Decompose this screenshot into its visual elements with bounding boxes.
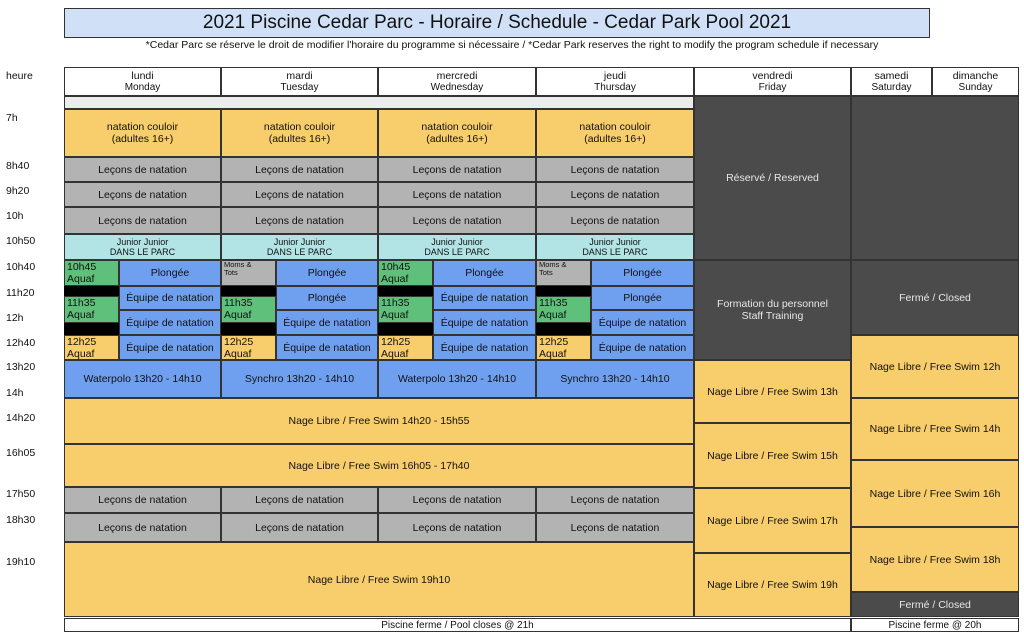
swim-lessons-block-text-1: Leçons de natation — [255, 188, 344, 201]
free-swim-17h-block — [694, 488, 851, 553]
diving-block — [433, 260, 536, 286]
swim-team-block-text-1: Équipe de natation — [440, 341, 529, 354]
swim-lessons-block — [221, 157, 378, 182]
swim-lessons-block — [64, 182, 221, 207]
swim-lessons-block-text-1: Leçons de natation — [570, 188, 660, 201]
weekend-closed-block — [851, 260, 1019, 335]
aquafit-1135-block-text-1: 11h35 — [224, 297, 253, 309]
staff-training-block — [694, 260, 851, 360]
diving-block — [119, 260, 221, 286]
diving-block — [276, 286, 378, 310]
aquafit-1225-block-text-1: 12h25 — [67, 336, 97, 348]
hour-label: 7h — [6, 112, 18, 124]
day-name-fr: jeudi — [603, 69, 627, 82]
closed-gap — [378, 323, 433, 335]
junior-block — [64, 234, 221, 260]
weekend-free-swim-16h-block-text-1: Nage Libre / Free Swim 16h — [869, 487, 1001, 500]
swim-lessons-block-text-1: Leçons de natation — [98, 163, 187, 176]
swim-lessons-block — [64, 157, 221, 182]
lap-swim-block — [378, 109, 536, 157]
junior-block-text-1: Junior Junior — [273, 237, 326, 247]
free-swim-19h-block — [694, 553, 851, 617]
swim-lessons-block — [221, 207, 378, 234]
moms-tots-block — [536, 260, 591, 286]
swim-team-block — [276, 335, 378, 360]
swim-lessons-block — [536, 207, 694, 234]
swim-team-block — [119, 335, 221, 360]
hour-header: heure — [6, 70, 33, 82]
aquafit-1135-block — [536, 296, 591, 323]
day-name-fr: samedi — [874, 69, 909, 82]
closed-gap — [536, 286, 591, 296]
reserved-block-text-1: Réservé / Reserved — [726, 172, 819, 184]
day-name-fr: mercredi — [436, 69, 478, 82]
staff-training-block-text-1: Formation du personnel — [717, 298, 828, 310]
closed-gap — [536, 323, 591, 335]
aquafit-1135-block — [64, 296, 119, 323]
day-name-fr: dimanche — [952, 69, 999, 82]
aquafit-1045-block-text-1: 10h45 — [67, 261, 97, 273]
aquafit-1225-block-text-1: 12h25 — [381, 336, 411, 348]
day-name-fr: vendredi — [752, 69, 793, 82]
hour-label: 10h40 — [6, 261, 36, 273]
swim-team-block — [276, 310, 378, 335]
free-swim-1420-block — [64, 398, 694, 444]
junior-block-text-2: DANS LE PARC — [266, 247, 333, 257]
swim-lessons-block-text-1: Leçons de natation — [98, 188, 187, 201]
hour-label: 12h40 — [6, 337, 36, 349]
hour-label: 10h — [6, 210, 24, 222]
free-swim-15h-block — [694, 423, 851, 488]
weekend-free-swim-18h-block — [851, 527, 1019, 592]
moms-tots-block-text-2: Tots — [224, 268, 238, 277]
hour-label: 10h50 — [6, 235, 36, 247]
swim-lessons-block-text-1: Leçons de natation — [255, 214, 344, 227]
diving-block — [276, 260, 378, 286]
swim-lessons-block-text-1: Leçons de natation — [98, 521, 187, 534]
free-swim-17h-block-text-1: Nage Libre / Free Swim 17h — [707, 514, 838, 527]
hour-label: 14h20 — [6, 412, 36, 424]
swim-lessons-block — [64, 513, 221, 542]
swim-lessons-block-text-1: Leçons de natation — [412, 521, 502, 534]
swim-lessons-block — [221, 487, 378, 513]
lap-swim-block-text-1: natation couloir — [106, 121, 179, 133]
closed-gap — [64, 323, 119, 335]
lap-swim-block-text-2: (adultes 16+) — [111, 133, 174, 145]
swim-lessons-block-text-1: Leçons de natation — [570, 521, 660, 534]
swim-team-block-text-1: Équipe de natation — [283, 316, 371, 329]
free-swim-1910-block — [64, 542, 694, 617]
lap-swim-block-text-2: (adultes 16+) — [268, 133, 331, 145]
day-name-en: Sunday — [958, 81, 993, 93]
aquafit-1135-block-text-1: 11h35 — [381, 297, 410, 309]
free-swim-15h-block-text-1: Nage Libre / Free Swim 15h — [707, 449, 838, 462]
swim-lessons-block — [378, 157, 536, 182]
aquafit-1045-block-text-1: 10h45 — [381, 261, 411, 273]
hour-label: 17h50 — [6, 488, 36, 500]
diving-block-text-1: Plongée — [465, 267, 504, 279]
free-swim-1910-block-text-1: Nage Libre / Free Swim 19h10 — [307, 573, 451, 586]
free-swim-13h-block-text-1: Nage Libre / Free Swim 13h — [707, 385, 838, 398]
reserved-block — [694, 96, 851, 260]
aquafit-1045-block-text-2: Aquaf — [381, 273, 409, 285]
day-header-sunday — [932, 67, 1019, 96]
swim-lessons-block — [536, 487, 694, 513]
closed-gap — [221, 323, 276, 335]
junior-block-text-1: Junior Junior — [116, 237, 169, 247]
moms-tots-block-text-1: Moms & — [539, 260, 567, 269]
aquafit-1135-block — [221, 296, 276, 323]
day-header-thursday — [536, 67, 694, 96]
waterpolo-block-text-1: Waterpolo 13h20 - 14h10 — [83, 373, 202, 385]
weekend-dark-block — [851, 96, 1019, 260]
aquafit-1045-block-text-2: Aquaf — [67, 273, 95, 285]
weekend-free-swim-12h-block — [851, 335, 1019, 398]
moms-tots-block — [221, 260, 276, 286]
weekend-free-swim-12h-block-text-1: Nage Libre / Free Swim 12h — [869, 360, 1001, 373]
junior-block-text-2: DANS LE PARC — [424, 247, 490, 257]
closed-gap — [378, 286, 433, 296]
lap-swim-block — [536, 109, 694, 157]
day-name-fr: lundi — [131, 69, 154, 82]
swim-lessons-block-text-1: Leçons de natation — [570, 214, 660, 227]
synchro-block-text-1: Synchro 13h20 - 14h10 — [244, 373, 355, 385]
diving-block-text-1: Plongée — [623, 292, 662, 304]
synchro-block — [221, 360, 378, 398]
lap-swim-block-text-1: natation couloir — [263, 121, 336, 133]
footer-weekend-closing: Piscine ferme @ 20h — [851, 618, 1019, 632]
day-name-en: Monday — [124, 81, 161, 93]
aquafit-1135-block-text-1: 11h35 — [67, 297, 96, 309]
swim-lessons-block-text-1: Leçons de natation — [98, 214, 187, 227]
closed-gap — [64, 286, 119, 296]
junior-block-text-1: Junior Junior — [431, 237, 483, 247]
swim-team-block — [119, 310, 221, 335]
swim-lessons-block-text-1: Leçons de natation — [570, 163, 660, 176]
staff-training-block-text-2: Staff Training — [741, 310, 804, 322]
diving-block-text-1: Plongée — [307, 267, 347, 279]
swim-lessons-block-text-1: Leçons de natation — [412, 163, 502, 176]
diving-block-text-1: Plongée — [307, 292, 347, 304]
hour-label: 8h40 — [6, 160, 30, 172]
swim-lessons-block-text-1: Leçons de natation — [412, 188, 502, 201]
aquafit-1225-block — [378, 335, 433, 360]
lap-swim-block-text-1: natation couloir — [579, 121, 651, 133]
swim-team-block-text-1: Équipe de natation — [440, 292, 529, 304]
swim-lessons-block — [378, 207, 536, 234]
day-name-en: Saturday — [871, 81, 912, 93]
day-name-en: Friday — [758, 81, 787, 93]
junior-block-text-2: DANS LE PARC — [582, 247, 648, 257]
swim-lessons-block — [64, 487, 221, 513]
synchro-block — [536, 360, 694, 398]
swim-lessons-block — [221, 182, 378, 207]
swim-lessons-block-text-1: Leçons de natation — [255, 163, 344, 176]
swim-lessons-block — [536, 157, 694, 182]
weekend-free-swim-14h-block — [851, 398, 1019, 460]
junior-block-text-2: DANS LE PARC — [109, 247, 176, 257]
spacer-row — [64, 96, 694, 109]
swim-lessons-block — [536, 182, 694, 207]
footer-weekday-closing: Piscine ferme / Pool closes @ 21h — [64, 618, 851, 632]
junior-block — [536, 234, 694, 260]
swim-team-block-text-1: Équipe de natation — [126, 316, 214, 329]
weekend-free-swim-16h-block — [851, 460, 1019, 527]
free-swim-1605-block-text-1: Nage Libre / Free Swim 16h05 - 17h40 — [288, 459, 470, 472]
diving-block-text-1: Plongée — [623, 267, 662, 279]
aquafit-1135-block — [378, 296, 433, 323]
aquafit-1225-block-text-2: Aquaf — [67, 348, 95, 360]
schedule-title: 2021 Piscine Cedar Parc - Horaire / Schedule - Cedar Park Pool 2021 — [64, 8, 930, 38]
diving-block — [591, 260, 694, 286]
swim-lessons-block — [221, 513, 378, 542]
diving-block-text-1: Plongée — [150, 267, 190, 279]
swim-team-block-text-1: Équipe de natation — [440, 316, 529, 329]
swim-team-block — [433, 310, 536, 335]
swim-team-block — [591, 310, 694, 335]
diving-block — [591, 286, 694, 310]
day-header-wednesday — [378, 67, 536, 96]
aquafit-1225-block — [536, 335, 591, 360]
swim-lessons-block-text-1: Leçons de natation — [412, 494, 502, 506]
waterpolo-block-text-1: Waterpolo 13h20 - 14h10 — [397, 373, 517, 385]
free-swim-1420-block-text-1: Nage Libre / Free Swim 14h20 - 15h55 — [288, 415, 470, 427]
aquafit-1225-block-text-2: Aquaf — [539, 348, 567, 360]
swim-lessons-block — [378, 487, 536, 513]
lap-swim-block — [64, 109, 221, 157]
aquafit-1225-block-text-2: Aquaf — [224, 348, 252, 360]
swim-team-block-text-1: Équipe de natation — [126, 341, 214, 354]
swim-lessons-block — [536, 513, 694, 542]
lap-swim-block — [221, 109, 378, 157]
junior-block — [378, 234, 536, 260]
hour-label: 14h — [6, 387, 24, 399]
weekend-closed-block-text-1: Fermé / Closed — [899, 291, 971, 304]
free-swim-19h-block-text-1: Nage Libre / Free Swim 19h — [707, 579, 838, 591]
day-header-monday — [64, 67, 221, 96]
weekend-closed-evening-block-text-1: Fermé / Closed — [899, 598, 971, 611]
day-name-fr: mardi — [286, 69, 313, 82]
aquafit-1225-block-text-1: 12h25 — [224, 336, 254, 348]
swim-team-block-text-1: Équipe de natation — [126, 292, 214, 304]
day-header-friday — [694, 67, 851, 96]
swim-team-block — [433, 335, 536, 360]
swim-lessons-block — [64, 207, 221, 234]
lap-swim-block-text-2: (adultes 16+) — [584, 133, 646, 145]
hour-label: 16h05 — [6, 447, 36, 459]
hour-label: 11h20 — [6, 287, 35, 299]
hour-label: 18h30 — [6, 514, 36, 526]
swim-team-block — [119, 286, 221, 310]
moms-tots-block-text-1: Moms & — [224, 260, 252, 269]
weekend-free-swim-14h-block-text-1: Nage Libre / Free Swim 14h — [869, 423, 1001, 435]
synchro-block-text-1: Synchro 13h20 - 14h10 — [560, 373, 670, 385]
lap-swim-block-text-1: natation couloir — [421, 121, 493, 133]
schedule-note: *Cedar Parc se réserve le droit de modifier l'horaire du programme si nécessaire / *Cedar Park reserves the right to modify the program schedule if necessary — [145, 39, 879, 51]
aquafit-1135-block-text-2: Aquaf — [224, 309, 252, 321]
aquafit-1225-block-text-1: 12h25 — [539, 336, 569, 348]
swim-lessons-block-text-1: Leçons de natation — [255, 494, 344, 506]
waterpolo-block — [378, 360, 536, 398]
day-name-en: Wednesday — [430, 81, 484, 93]
swim-lessons-block-text-1: Leçons de natation — [570, 494, 660, 506]
swim-team-block-text-1: Équipe de natation — [598, 316, 687, 329]
swim-lessons-block — [378, 513, 536, 542]
free-swim-1605-block — [64, 444, 694, 487]
swim-team-block — [433, 286, 536, 310]
swim-team-block — [591, 335, 694, 360]
swim-lessons-block-text-1: Leçons de natation — [412, 214, 502, 227]
weekend-closed-evening-block — [851, 592, 1019, 617]
moms-tots-block-text-2: Tots — [539, 268, 553, 277]
swim-team-block-text-1: Équipe de natation — [598, 341, 687, 354]
aquafit-1045-block — [378, 260, 433, 286]
day-header-saturday — [851, 67, 932, 96]
hour-label: 12h — [6, 312, 24, 324]
hour-label: 19h10 — [6, 556, 36, 568]
hour-label: 13h20 — [6, 361, 36, 373]
day-header-tuesday — [221, 67, 378, 96]
hour-label: 9h20 — [6, 185, 30, 197]
swim-lessons-block — [378, 182, 536, 207]
aquafit-1135-block-text-2: Aquaf — [539, 309, 567, 321]
swim-team-block-text-1: Équipe de natation — [283, 341, 371, 354]
swim-lessons-block-text-1: Leçons de natation — [255, 521, 344, 534]
junior-block-text-1: Junior Junior — [589, 237, 641, 247]
day-name-en: Thursday — [594, 81, 636, 93]
aquafit-1135-block-text-1: 11h35 — [539, 297, 568, 309]
junior-block — [221, 234, 378, 260]
day-name-en: Tuesday — [280, 81, 319, 93]
swim-lessons-block-text-1: Leçons de natation — [98, 494, 187, 506]
lap-swim-block-text-2: (adultes 16+) — [426, 133, 488, 145]
aquafit-1225-block — [221, 335, 276, 360]
aquafit-1225-block — [64, 335, 119, 360]
closed-gap — [221, 286, 276, 296]
aquafit-1225-block-text-2: Aquaf — [381, 348, 409, 360]
weekend-free-swim-18h-block-text-1: Nage Libre / Free Swim 18h — [869, 553, 1001, 566]
waterpolo-block — [64, 360, 221, 398]
aquafit-1135-block-text-2: Aquaf — [67, 309, 95, 321]
aquafit-1135-block-text-2: Aquaf — [381, 309, 409, 321]
free-swim-13h-block — [694, 360, 851, 423]
aquafit-1045-block — [64, 260, 119, 286]
